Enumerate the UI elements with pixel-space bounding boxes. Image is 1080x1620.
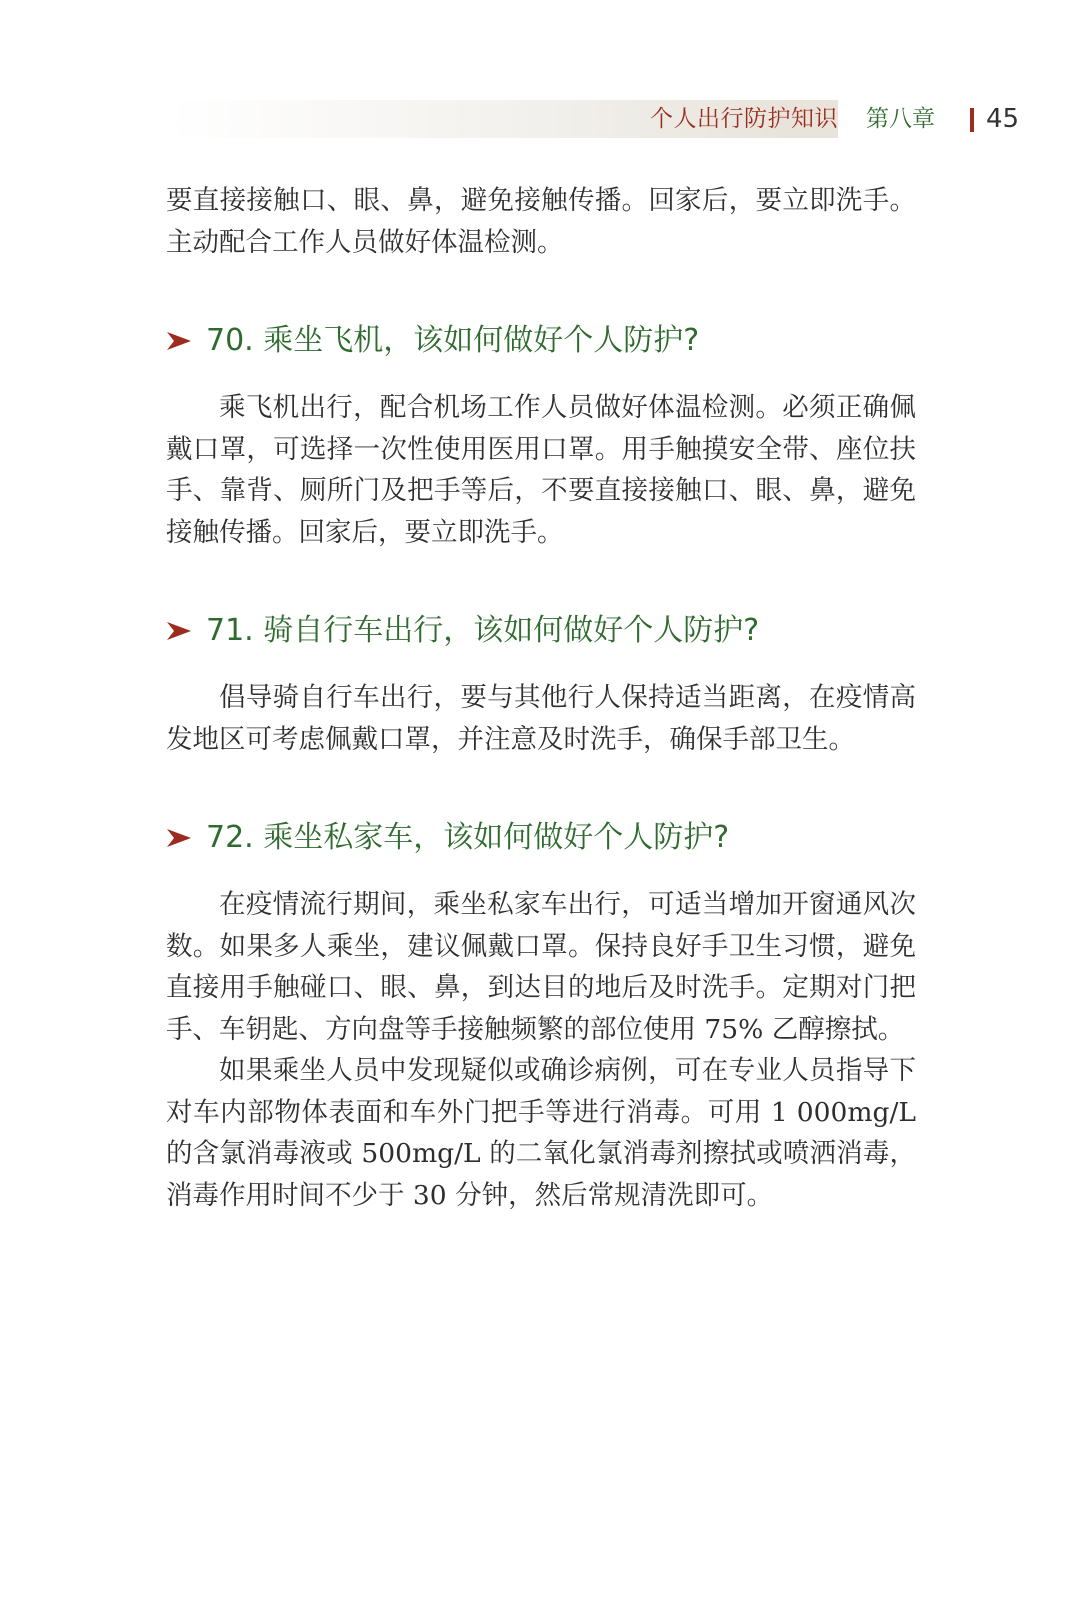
page-content <box>166 180 916 1216</box>
page-number: 45 <box>986 104 1020 134</box>
section-heading-text: 72. 乘坐私家车，该如何做好个人防护? <box>206 820 730 855</box>
header-right-block <box>838 100 1080 138</box>
running-header <box>170 100 1020 138</box>
header-divider <box>970 108 974 132</box>
header-section-title: 个人出行防护知识 <box>650 106 838 132</box>
section-heading <box>166 321 916 361</box>
section-72 <box>166 818 916 1216</box>
section-71 <box>166 611 916 760</box>
section-heading <box>166 818 916 858</box>
section-paragraph: 乘飞机出行，配合机场工作人员做好体温检测。必须正确佩戴口罩，可选择一次性使用医用口罩。用手触摸安全带、座位扶手、靠背、厕所门及把手等后，不要直接接触口、眼、鼻，避免接触传播。回家后，要立即洗手。 <box>166 392 916 548</box>
intro-paragraph: 要直接接触口、眼、鼻，避免接触传播。回家后，要立即洗手。主动配合工作人员做好体温检测。 <box>166 185 916 258</box>
section-paragraph: 在疫情流行期间，乘坐私家车出行，可适当增加开窗通风次数。如果多人乘坐，建议佩戴口罩。保持良好手卫生习惯，避免直接用手触碰口、眼、鼻，到达目的地后及时洗手。定期对门把手、车钥匙、方向盘等手接触频繁的部位使用 75% 乙醇擦拭。 <box>166 889 916 1045</box>
section-paragraph: 如果乘坐人员中发现疑似或确诊病例，可在专业人员指导下对车内部物体表面和车外门把手等进行消毒。可用 1 000mg/L 的含氯消毒液或 500mg/L 的二氧化氯消毒剂擦拭或喷洒消毒，消毒作用时间不少于 30 分钟，然后常规清洗即可。 <box>166 1055 916 1211</box>
section-heading-text: 70. 乘坐飞机，该如何做好个人防护? <box>206 323 700 358</box>
arrow-right-icon <box>166 827 192 849</box>
arrow-right-icon <box>166 620 192 642</box>
section-heading-text: 71. 骑自行车出行，该如何做好个人防护? <box>206 613 760 648</box>
section-paragraph: 倡导骑自行车出行，要与其他行人保持适当距离，在疫情高发地区可考虑佩戴口罩，并注意及时洗手，确保手部卫生。 <box>166 682 916 755</box>
header-chapter: 第八章 <box>866 106 935 132</box>
section-70 <box>166 321 916 553</box>
arrow-right-icon <box>166 330 192 352</box>
section-heading <box>166 611 916 651</box>
